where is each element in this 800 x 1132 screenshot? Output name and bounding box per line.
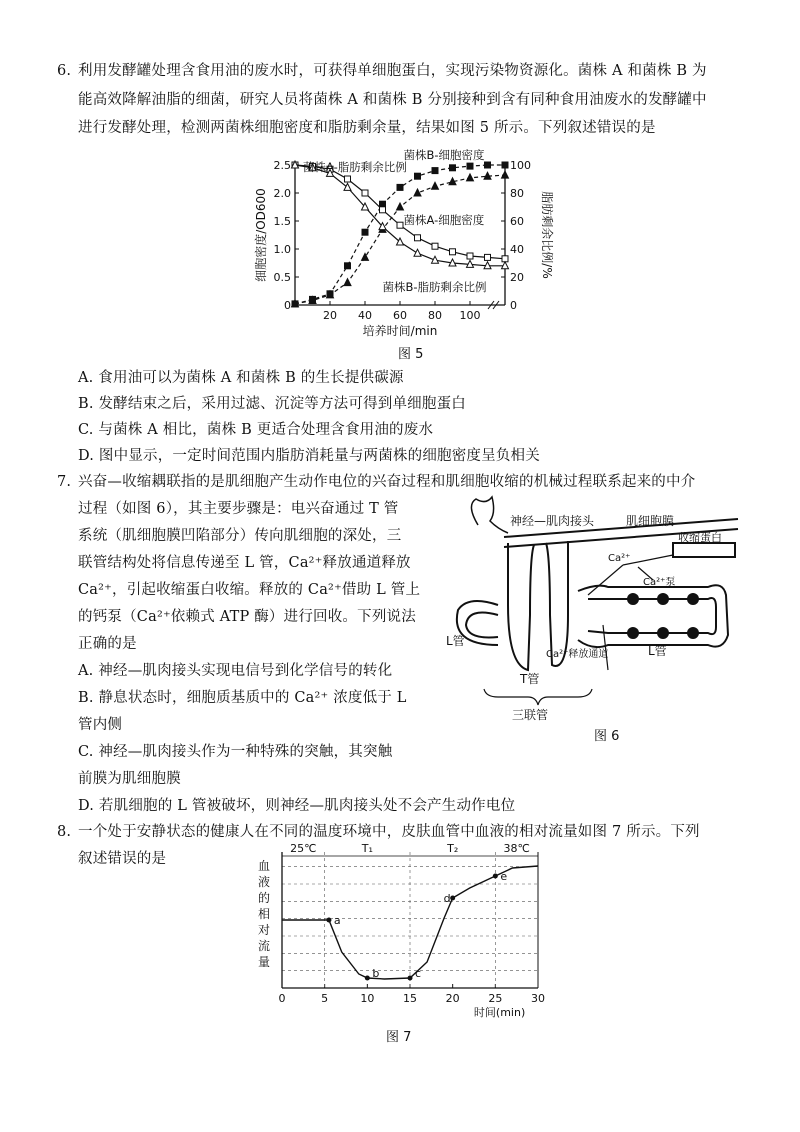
y-right-tick-label: 40 bbox=[510, 243, 524, 256]
segment-label: 38℃ bbox=[503, 842, 530, 855]
l-tube-right bbox=[578, 585, 728, 647]
q7-stem-line-4: Ca²⁺，引起收缩蛋白收缩。释放的 Ca²⁺借助 L 管上 bbox=[78, 582, 421, 598]
data-point bbox=[414, 249, 421, 256]
point-label: a bbox=[333, 914, 341, 927]
q7-stem-line-1: 过程（如图 6），其主要步骤是：电兴奋通过 T 管 bbox=[78, 501, 399, 517]
label-ca: Ca²⁺ bbox=[608, 553, 631, 564]
x-tick-label: 25 bbox=[488, 992, 503, 1005]
y-axis-label-char: 对 bbox=[257, 923, 271, 937]
label-nmj: 神经—肌肉接头 bbox=[510, 514, 595, 528]
q7-stem-full: 兴奋—收缩耦联指的是肌细胞产生动作电位的兴奋过程和肌细胞收缩的机械过程联系起来的中介 bbox=[78, 474, 696, 490]
x-tick-label: 20 bbox=[323, 309, 337, 322]
y-axis-label-char: 的 bbox=[257, 891, 271, 905]
q6-stem-line-2: 能高效降解油脂的细菌，研究人员将菌株 A 和菌株 B 分别接种到含有同种食用油废水的发酵罐中 bbox=[78, 92, 707, 108]
series-label: 菌株A-脂肪剩余比例 bbox=[303, 160, 407, 174]
y-right-tick-label: 60 bbox=[510, 215, 524, 228]
data-point bbox=[432, 182, 439, 189]
point-label: c bbox=[415, 967, 422, 980]
point-e bbox=[493, 874, 498, 879]
series-label: 菌株B-细胞密度 bbox=[403, 148, 485, 162]
figure-5-caption: 图 5 bbox=[398, 347, 424, 362]
point-d bbox=[450, 896, 455, 901]
label-l-right: L管 bbox=[648, 644, 667, 658]
data-point bbox=[432, 168, 438, 174]
label-pump: Ca²⁺泵 bbox=[643, 577, 676, 588]
q7-stem-line-3: 联管结构处将信息传递至 L 管，Ca²⁺释放通道释放 bbox=[78, 555, 411, 571]
data-point bbox=[450, 249, 456, 255]
q6-option-a: A. 食用油可以为菌株 A 和菌株 B 的生长提供碳源 bbox=[78, 370, 404, 386]
q7-stem-line-6: 正确的是 bbox=[78, 636, 137, 652]
data-point bbox=[467, 253, 473, 259]
data-point bbox=[397, 184, 403, 190]
x-tick-label: 5 bbox=[321, 992, 329, 1005]
contractile-protein bbox=[673, 543, 735, 557]
data-point bbox=[415, 173, 421, 179]
q7-option-d: D. 若肌细胞的 L 管被破坏，则神经—肌肉接头处不会产生动作电位 bbox=[78, 798, 516, 814]
y-axis-label-char: 量 bbox=[257, 955, 271, 969]
label-t: T管 bbox=[520, 672, 540, 686]
q8-stem-line-2: 叙述错误的是 bbox=[78, 851, 167, 867]
data-point bbox=[345, 176, 351, 182]
y-left-tick-label: 1.5 bbox=[273, 215, 291, 228]
data-point bbox=[310, 296, 316, 302]
nerve-terminal-icon bbox=[471, 497, 508, 533]
x-axis-label: 时间(min) bbox=[473, 1006, 526, 1019]
q7-option-c: C. 神经—肌肉接头作为一种特殊的突触，其突触 bbox=[78, 744, 393, 760]
x-tick-label: 20 bbox=[445, 992, 460, 1005]
segment-label: 25℃ bbox=[290, 842, 317, 855]
calcium-pumps bbox=[627, 593, 699, 639]
label-channel: Ca²⁺释放通道 bbox=[546, 649, 609, 660]
data-point bbox=[292, 301, 298, 307]
data-point bbox=[432, 243, 438, 249]
y-left-tick-label: 2.0 bbox=[273, 187, 291, 200]
y-axis-label-char: 流 bbox=[257, 939, 271, 953]
data-point bbox=[344, 183, 351, 190]
label-l-left: L管 bbox=[446, 634, 465, 648]
figure-7-caption: 图 7 bbox=[386, 1030, 412, 1045]
q6-stem-line-3: 进行发酵处理，检测两菌株细胞密度和脂肪剩余量，结果如图 5 所示。下列叙述错误的是 bbox=[78, 120, 656, 136]
y-left-tick-label: 0.5 bbox=[273, 271, 291, 284]
segment-label: T₂ bbox=[447, 842, 459, 855]
x-tick-label: 80 bbox=[428, 309, 442, 322]
data-point bbox=[362, 190, 368, 196]
q6-option-c: C. 与菌株 A 相比，菌株 B 更适合处理含食用油的废水 bbox=[78, 422, 434, 438]
q7-option-b-cont: 管内侧 bbox=[78, 717, 123, 733]
figure-6-caption: 图 6 bbox=[594, 729, 620, 744]
y-right-tick-label: 20 bbox=[510, 271, 524, 284]
data-point bbox=[380, 207, 386, 213]
q6-number: 6. bbox=[57, 63, 72, 79]
data-point bbox=[450, 165, 456, 171]
y-right-tick-label: 80 bbox=[510, 187, 524, 200]
x-tick-label: 100 bbox=[459, 309, 481, 322]
x-tick-label: 30 bbox=[531, 992, 545, 1005]
x-tick-label: 15 bbox=[403, 992, 417, 1005]
figure-5-chart bbox=[250, 145, 580, 345]
y-right-tick-label: 100 bbox=[510, 159, 531, 172]
y-left-tick-label: 1.0 bbox=[273, 243, 291, 256]
y-right-tick-label: 0 bbox=[510, 299, 517, 312]
point-c bbox=[408, 976, 413, 981]
data-point bbox=[362, 229, 368, 235]
data-point bbox=[467, 174, 474, 181]
series-label: 菌株A-细胞密度 bbox=[403, 212, 485, 227]
q7-stem-line-5: 的钙泵（Ca²⁺依赖式 ATP 酶）进行回收。下列说法 bbox=[78, 609, 416, 625]
data-point bbox=[467, 163, 473, 169]
q8-stem-line-1: 一个处于安静状态的健康人在不同的温度环境中，皮肤血管中血液的相对流量如图 7 所示。下列 bbox=[78, 824, 700, 840]
label-triad: 三联管 bbox=[512, 708, 549, 722]
point-a bbox=[326, 918, 331, 923]
q6-option-d: D. 图中显示，一定时间范围内脂肪消耗量与两菌株的细胞密度呈负相关 bbox=[78, 448, 540, 464]
data-point bbox=[502, 162, 508, 168]
x-tick-label: 40 bbox=[358, 309, 372, 322]
data-point bbox=[345, 263, 351, 269]
q7-option-b: B. 静息状态时，细胞质基质中的 Ca²⁺ 浓度低于 L bbox=[78, 690, 407, 706]
x-axis-label: 培养时间/min bbox=[362, 324, 438, 338]
q6-stem-line-1: 利用发酵罐处理含食用油的废水时，可获得单细胞蛋白，实现污染物资源化。菌株 A 和菌株 B 为 bbox=[78, 63, 707, 79]
data-point bbox=[485, 162, 491, 168]
y-left-tick-label: 0 bbox=[284, 299, 291, 312]
point-label: d bbox=[443, 892, 451, 905]
segment-label: T₁ bbox=[361, 842, 373, 855]
y-axis-label-char: 液 bbox=[257, 875, 271, 889]
x-tick-label: 10 bbox=[360, 992, 375, 1005]
y-axis-label-char: 相 bbox=[257, 907, 271, 921]
q7-stem-line-2: 系统（肌细胞膜凹陷部分）传向肌细胞的深处，三 bbox=[78, 528, 402, 544]
q7-option-c-cont: 前膜为肌细胞膜 bbox=[78, 771, 181, 787]
point-b bbox=[365, 976, 370, 981]
q8-number: 8. bbox=[57, 824, 72, 840]
ca-release-arrow bbox=[588, 565, 623, 595]
q7-option-a: A. 神经—肌肉接头实现电信号到化学信号的转化 bbox=[78, 663, 393, 679]
y-left-axis-label: 细胞密度/OD600 bbox=[254, 188, 268, 282]
x-tick-label: 60 bbox=[393, 309, 407, 322]
x-tick-label: 0 bbox=[278, 992, 286, 1005]
triad-brace bbox=[484, 689, 592, 705]
data-point bbox=[485, 254, 491, 260]
data-point bbox=[397, 203, 404, 210]
point-label: b bbox=[372, 967, 380, 980]
data-point bbox=[397, 222, 403, 228]
q7-number: 7. bbox=[57, 474, 72, 490]
y-right-axis-label: 脂肪剩余比例/% bbox=[540, 191, 554, 279]
t-tubule bbox=[508, 543, 534, 670]
point-label: e bbox=[500, 870, 508, 883]
y-axis-label-char: 血 bbox=[257, 859, 271, 873]
y-left-tick-label: 2.5 bbox=[273, 159, 291, 172]
data-point bbox=[344, 279, 351, 286]
figure-7-chart bbox=[250, 840, 560, 1025]
label-membrane: 肌细胞膜 bbox=[626, 514, 675, 528]
data-point bbox=[327, 291, 333, 297]
figure-6-diagram bbox=[438, 495, 750, 725]
data-point bbox=[502, 171, 509, 178]
q6-option-b: B. 发酵结束之后，采用过滤、沉淀等方法可得到单细胞蛋白 bbox=[78, 396, 466, 412]
label-contractile: 收缩蛋白 bbox=[678, 531, 722, 544]
data-point bbox=[414, 189, 421, 196]
series-label: 菌株B-脂肪剩余比例 bbox=[382, 280, 487, 294]
data-point bbox=[415, 235, 421, 241]
